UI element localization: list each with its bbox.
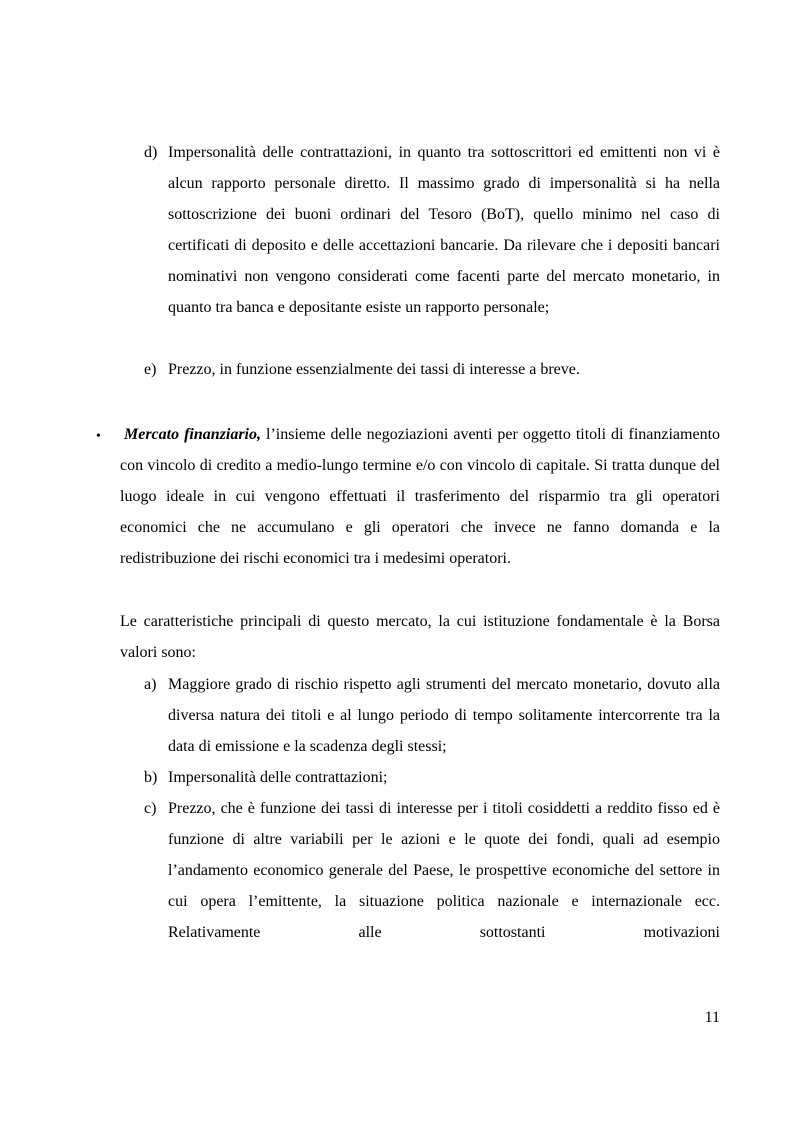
- page-number: 11: [704, 1009, 720, 1026]
- bullet-paragraph: [120, 419, 720, 574]
- intro-paragraph: Le caratteristiche principali di questo mercato, la cui istituzione fondamentale è la Borsa valori sono:: [120, 613, 720, 661]
- list-item-d-text: Impersonalità delle contrattazioni, in quanto tra sottoscrittori ed emittenti non vi è alcun rapporto personale diretto. Il massimo grado di impersonalità si ha nella sottoscrizione dei buoni ordinari del Tesoro (BoT), quello minimo nel caso di certificati di deposito e delle accettazioni bancarie. Da rilevare che i depositi bancari nominativi non vengono considerati come facenti parte del mercato monetario, in quanto tra banca e depositante esiste un rapporto personale;: [168, 144, 720, 316]
- bullet-symbol: •: [96, 429, 101, 444]
- list-item-e-text: Prezzo, in funzione essenzialmente dei tassi di interesse a breve.: [168, 361, 580, 378]
- list-marker-c: c): [144, 800, 157, 817]
- list-item-b-text: Impersonalità delle contrattazioni;: [168, 769, 388, 786]
- bullet-term: Mercato finanziario,: [124, 426, 262, 443]
- list-marker-a: a): [144, 676, 157, 693]
- list-item-c-text: Prezzo, che è funzione dei tassi di interesse per i titoli cosiddetti a reddito fisso ed è funzione di altre variabili per le azioni e le quote dei fondi, quali ad esempio l’andamento economico generale del Paese, le prospettive economiche del settore in cui opera l’emittente, la situazione politica nazionale e internazionale ecc. Relativamente alle sottostanti motivazioni: [168, 800, 720, 941]
- bullet-text: l’insieme delle negoziazioni aventi per oggetto titoli di finanziamento con vincolo di credito a medio-lungo termine e/o con vincolo di capitale. Si tratta dunque del luogo ideale in cui vengono effettuati il trasferimento del risparmio tra gli operatori economici che ne accumulano e gli operatori che invece ne fanno domanda e la redistribuzione dei rischi economici tra i medesimi operatori.: [120, 426, 721, 567]
- list-marker-b: b): [144, 769, 158, 786]
- list-marker-d: d): [144, 144, 158, 161]
- list-marker-e: e): [144, 361, 157, 378]
- list-item-a-text: Maggiore grado di rischio rispetto agli strumenti del mercato monetario, dovuto alla diversa natura dei titoli e al lungo periodo di tempo solitamente intercorrente tra la data di emissione e la scadenza degli stessi;: [168, 676, 720, 755]
